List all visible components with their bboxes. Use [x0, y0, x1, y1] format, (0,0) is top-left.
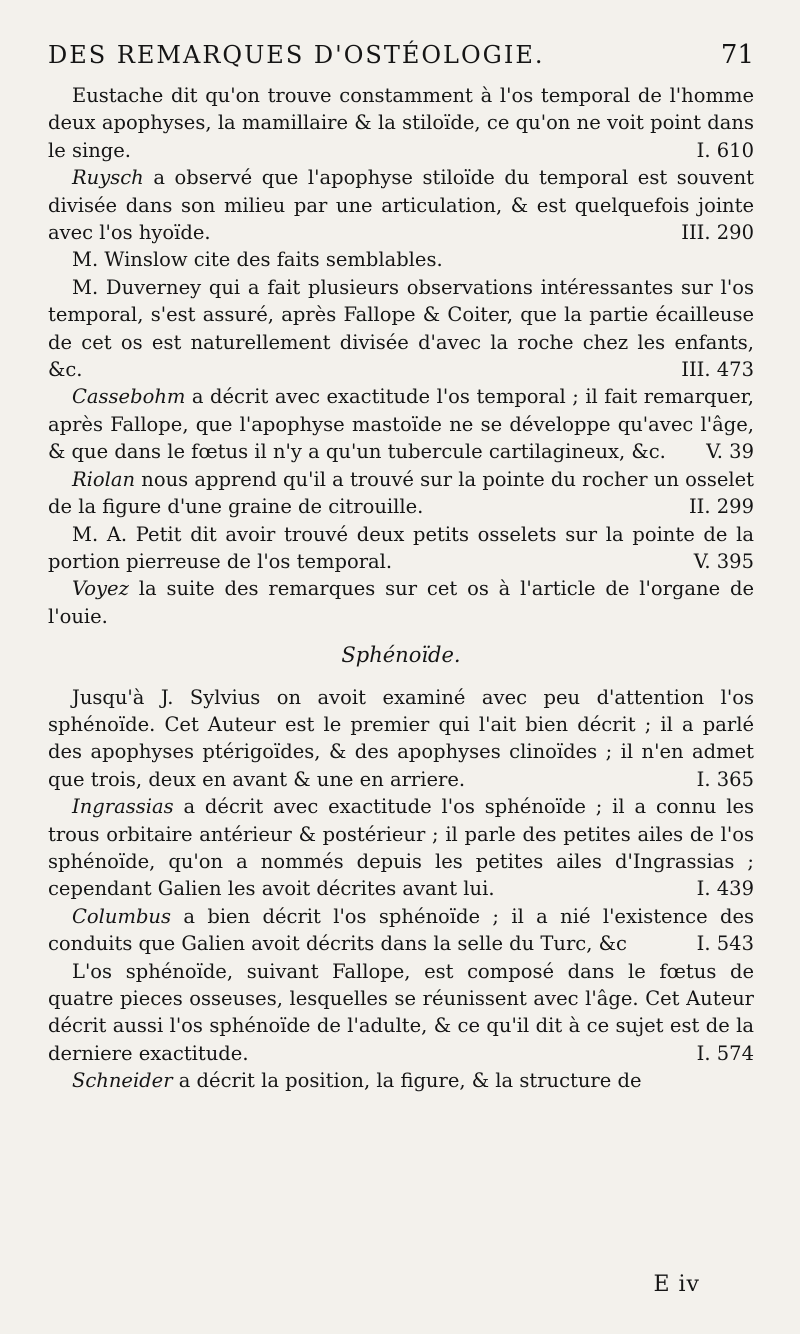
- paragraph: L'os sphénoïde, suivant Fallope, est composé dans le fœtus de quatre pieces osseuses, lesquelles se réunissent avec l'âge. Cet Auteur décrit aussi l'os sphénoïde de l'adulte, & ce qu'il dit à ce sujet est de la derniere exactitude. I. 574: [48, 958, 754, 1068]
- reference: I. 574: [696, 1041, 754, 1065]
- paragraph: Columbus a bien décrit l'os sphénoïde ; il a nié l'existence des conduits que Galien avoit décrits dans la selle du Turc, &c I. 543: [48, 903, 754, 958]
- catchword: E iv: [653, 1272, 700, 1297]
- reference: II. 299: [688, 495, 754, 519]
- paragraph: Voyez la suite des remarques sur cet os à l'article de l'organe de l'ouie.: [48, 577, 754, 628]
- paragraph: M. A. Petit dit avoir trouvé deux petits osselets sur la pointe de la portion pierreuse de l'os temporal. V. 395: [48, 521, 754, 576]
- paragraph: Schneider a décrit la position, la figure, & la structure de: [72, 1069, 642, 1093]
- running-head: [48, 0, 754, 72]
- reference: III. 473: [681, 358, 754, 382]
- reference: I. 610: [696, 138, 754, 162]
- paragraph: Jusqu'à J. Sylvius on avoit examiné avec peu d'attention l'os sphénoïde. Cet Auteur est le premier qui l'ait bien décrit ; il a parlé des apophyses ptérigoïdes, & des apophyses clinoïdes ; il n'en admet que trois, deux en avant & une en arriere. I. 365: [48, 684, 754, 794]
- paragraph: M. Winslow cite des faits semblables.: [72, 248, 443, 272]
- reference: I. 365: [696, 767, 754, 791]
- paragraph: Cassebohm a décrit avec exactitude l'os temporal ; il fait remarquer, après Fallope, que l'apophyse mastoïde ne se développe qu'avec l'âge, & que dans le fœtus il n'y a qu'un tubercule cartilagineux, &c. V. 39: [48, 383, 754, 465]
- reference: I. 439: [696, 877, 754, 901]
- body-text: [48, 82, 754, 1095]
- page-number: 71: [720, 40, 754, 70]
- reference: V. 39: [706, 440, 754, 464]
- paragraph: Eustache dit qu'on trouve constamment à l'os temporal de l'homme deux apophyses, la mamillaire & la stiloïde, ce qu'on ne voit point dans le singe. I. 610: [48, 82, 754, 164]
- reference: III. 290: [681, 221, 754, 245]
- paragraph: Ruysch a observé que l'apophyse stiloïde du temporal est souvent divisée dans son milieu par une articulation, & est quelquefois jointe avec l'os hyoïde. III. 290: [48, 164, 754, 246]
- section-title: Sphénoïde.: [341, 643, 461, 668]
- reference: I. 543: [696, 932, 754, 956]
- paragraph: Riolan nous apprend qu'il a trouvé sur la pointe du rocher un osselet de la figure d'une graine de citrouille. II. 299: [48, 466, 754, 521]
- reference: V. 395: [693, 549, 754, 573]
- paragraph: M. Duverney qui a fait plusieurs observations intéressantes sur l'os temporal, s'est assuré, après Fallope & Coiter, que la partie écailleuse de cet os est naturellement divisée d'avec la roche chez les enfants, &c. III. 473: [48, 274, 754, 384]
- paragraph: Ingrassias a décrit avec exactitude l'os sphénoïde ; il a connu les trous orbitaire antérieur & postérieur ; il parle des petites ailes de l'os sphénoïde, qu'on a nommés depuis les petites ailes d'Ingrassias ; cependant Galien les avoit décrites avant lui. I. 439: [48, 793, 754, 903]
- running-title: DES REMARQUES D'OSTÉOLOGIE.: [48, 41, 545, 69]
